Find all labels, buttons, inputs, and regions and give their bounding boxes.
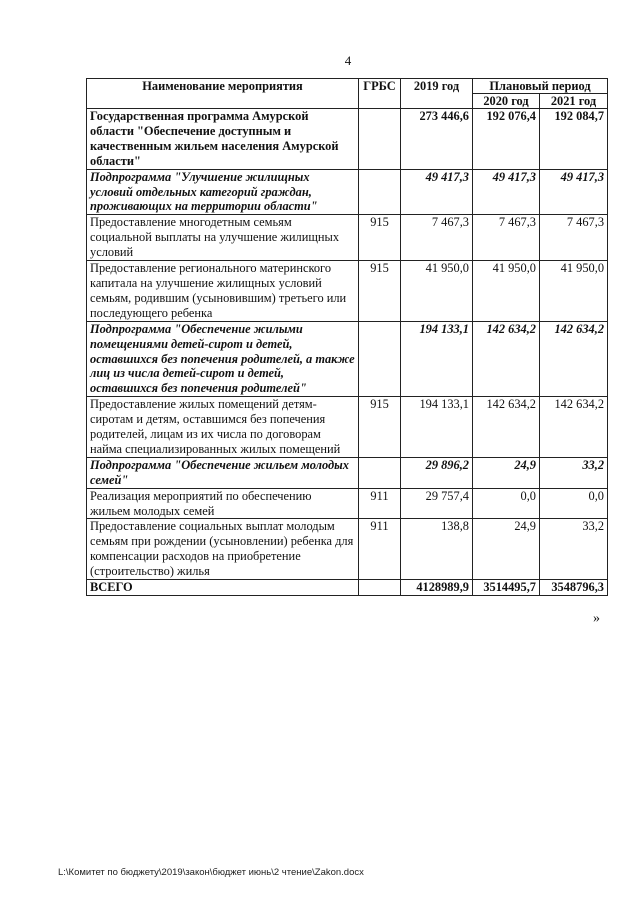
row-name: Подпрограмма "Улучшение жилищных условий отдельных категорий граждан, проживающих на территории области" (87, 169, 359, 215)
row-value-2020: 0,0 (473, 488, 540, 519)
footer-file-path: L:\Комитет по бюджету\2019\закон\бюджет июнь\2 чтение\Zakon.docx (58, 867, 364, 878)
table-row (87, 488, 608, 519)
header-plan-period: Плановый период (473, 79, 608, 94)
row-value-2020: 49 417,3 (473, 169, 540, 215)
row-grbs: 915 (359, 215, 401, 261)
header-2020: 2020 год (473, 94, 540, 109)
row-value-2019: 29 757,4 (401, 488, 473, 519)
row-value-2019: 194 133,1 (401, 397, 473, 458)
row-value-2019: 49 417,3 (401, 169, 473, 215)
page-number: 4 (344, 53, 352, 68)
row-grbs: 915 (359, 261, 401, 322)
row-name: Реализация мероприятий по обеспечению жильем молодых семей (87, 488, 359, 519)
budget-table (86, 78, 608, 596)
row-name: Подпрограмма "Обеспечение жилыми помещениями детей-сирот и детей, оставшихся без попечения родителей, а также лиц из числа детей-сирот и детей, оставшихся без попечения родителей" (87, 321, 359, 397)
row-value-2021: 41 950,0 (540, 261, 608, 322)
row-name: Предоставление регионального материнского капитала на улучшение жилищных условий семьям, родившим (усыновившим) третьего или последующего ребенка (87, 261, 359, 322)
table-row (87, 109, 608, 170)
row-grbs (359, 169, 401, 215)
total-2020: 3514495,7 (473, 580, 540, 596)
header-row (87, 79, 608, 94)
row-value-2020: 24,9 (473, 519, 540, 580)
row-value-2020: 24,9 (473, 457, 540, 488)
table-row (87, 321, 608, 397)
header-grbs: ГРБС (359, 79, 401, 109)
row-value-2020: 142 634,2 (473, 321, 540, 397)
row-value-2021: 142 634,2 (540, 321, 608, 397)
row-value-2020: 142 634,2 (473, 397, 540, 458)
table-body (87, 109, 608, 596)
row-name: Предоставление социальных выплат молодым семьям при рождении (усыновлении) ребенка для компенсации расходов на приобретение (строительство) жилья (87, 519, 359, 580)
row-value-2021: 33,2 (540, 457, 608, 488)
row-value-2021: 33,2 (540, 519, 608, 580)
table-row (87, 215, 608, 261)
table-row (87, 169, 608, 215)
closing-quote: » (593, 611, 600, 626)
row-value-2021: 192 084,7 (540, 109, 608, 170)
header-name: Наименование мероприятия (87, 79, 359, 109)
table-row (87, 261, 608, 322)
row-name: Государственная программа Амурской области "Обеспечение доступным и качественным жильем населения Амурской области" (87, 109, 359, 170)
row-value-2021: 49 417,3 (540, 169, 608, 215)
header-2019: 2019 год (401, 79, 473, 109)
row-grbs (359, 457, 401, 488)
row-value-2019: 194 133,1 (401, 321, 473, 397)
row-value-2020: 192 076,4 (473, 109, 540, 170)
row-value-2019: 7 467,3 (401, 215, 473, 261)
table-row (87, 519, 608, 580)
row-value-2020: 41 950,0 (473, 261, 540, 322)
row-value-2019: 41 950,0 (401, 261, 473, 322)
row-grbs (359, 109, 401, 170)
row-value-2021: 0,0 (540, 488, 608, 519)
row-grbs: 911 (359, 519, 401, 580)
row-grbs (359, 321, 401, 397)
row-value-2020: 7 467,3 (473, 215, 540, 261)
row-name: Предоставление жилых помещений детям-сиротам и детям, оставшимся без попечения родителей, лицам из их числа по договорам найма специализированных жилых помещений (87, 397, 359, 458)
row-grbs: 915 (359, 397, 401, 458)
row-name: Подпрограмма "Обеспечение жильем молодых семей" (87, 457, 359, 488)
row-value-2019: 138,8 (401, 519, 473, 580)
header-2021: 2021 год (540, 94, 608, 109)
total-label: ВСЕГО (87, 580, 359, 596)
row-value-2019: 29 896,2 (401, 457, 473, 488)
row-value-2021: 7 467,3 (540, 215, 608, 261)
total-row (87, 580, 608, 596)
total-2019: 4128989,9 (401, 580, 473, 596)
row-value-2019: 273 446,6 (401, 109, 473, 170)
table-row (87, 457, 608, 488)
row-grbs: 911 (359, 488, 401, 519)
row-value-2021: 142 634,2 (540, 397, 608, 458)
total-grbs (359, 580, 401, 596)
table-row (87, 397, 608, 458)
total-2021: 3548796,3 (540, 580, 608, 596)
row-name: Предоставление многодетным семьям социальной выплаты на улучшение жилищных условий (87, 215, 359, 261)
